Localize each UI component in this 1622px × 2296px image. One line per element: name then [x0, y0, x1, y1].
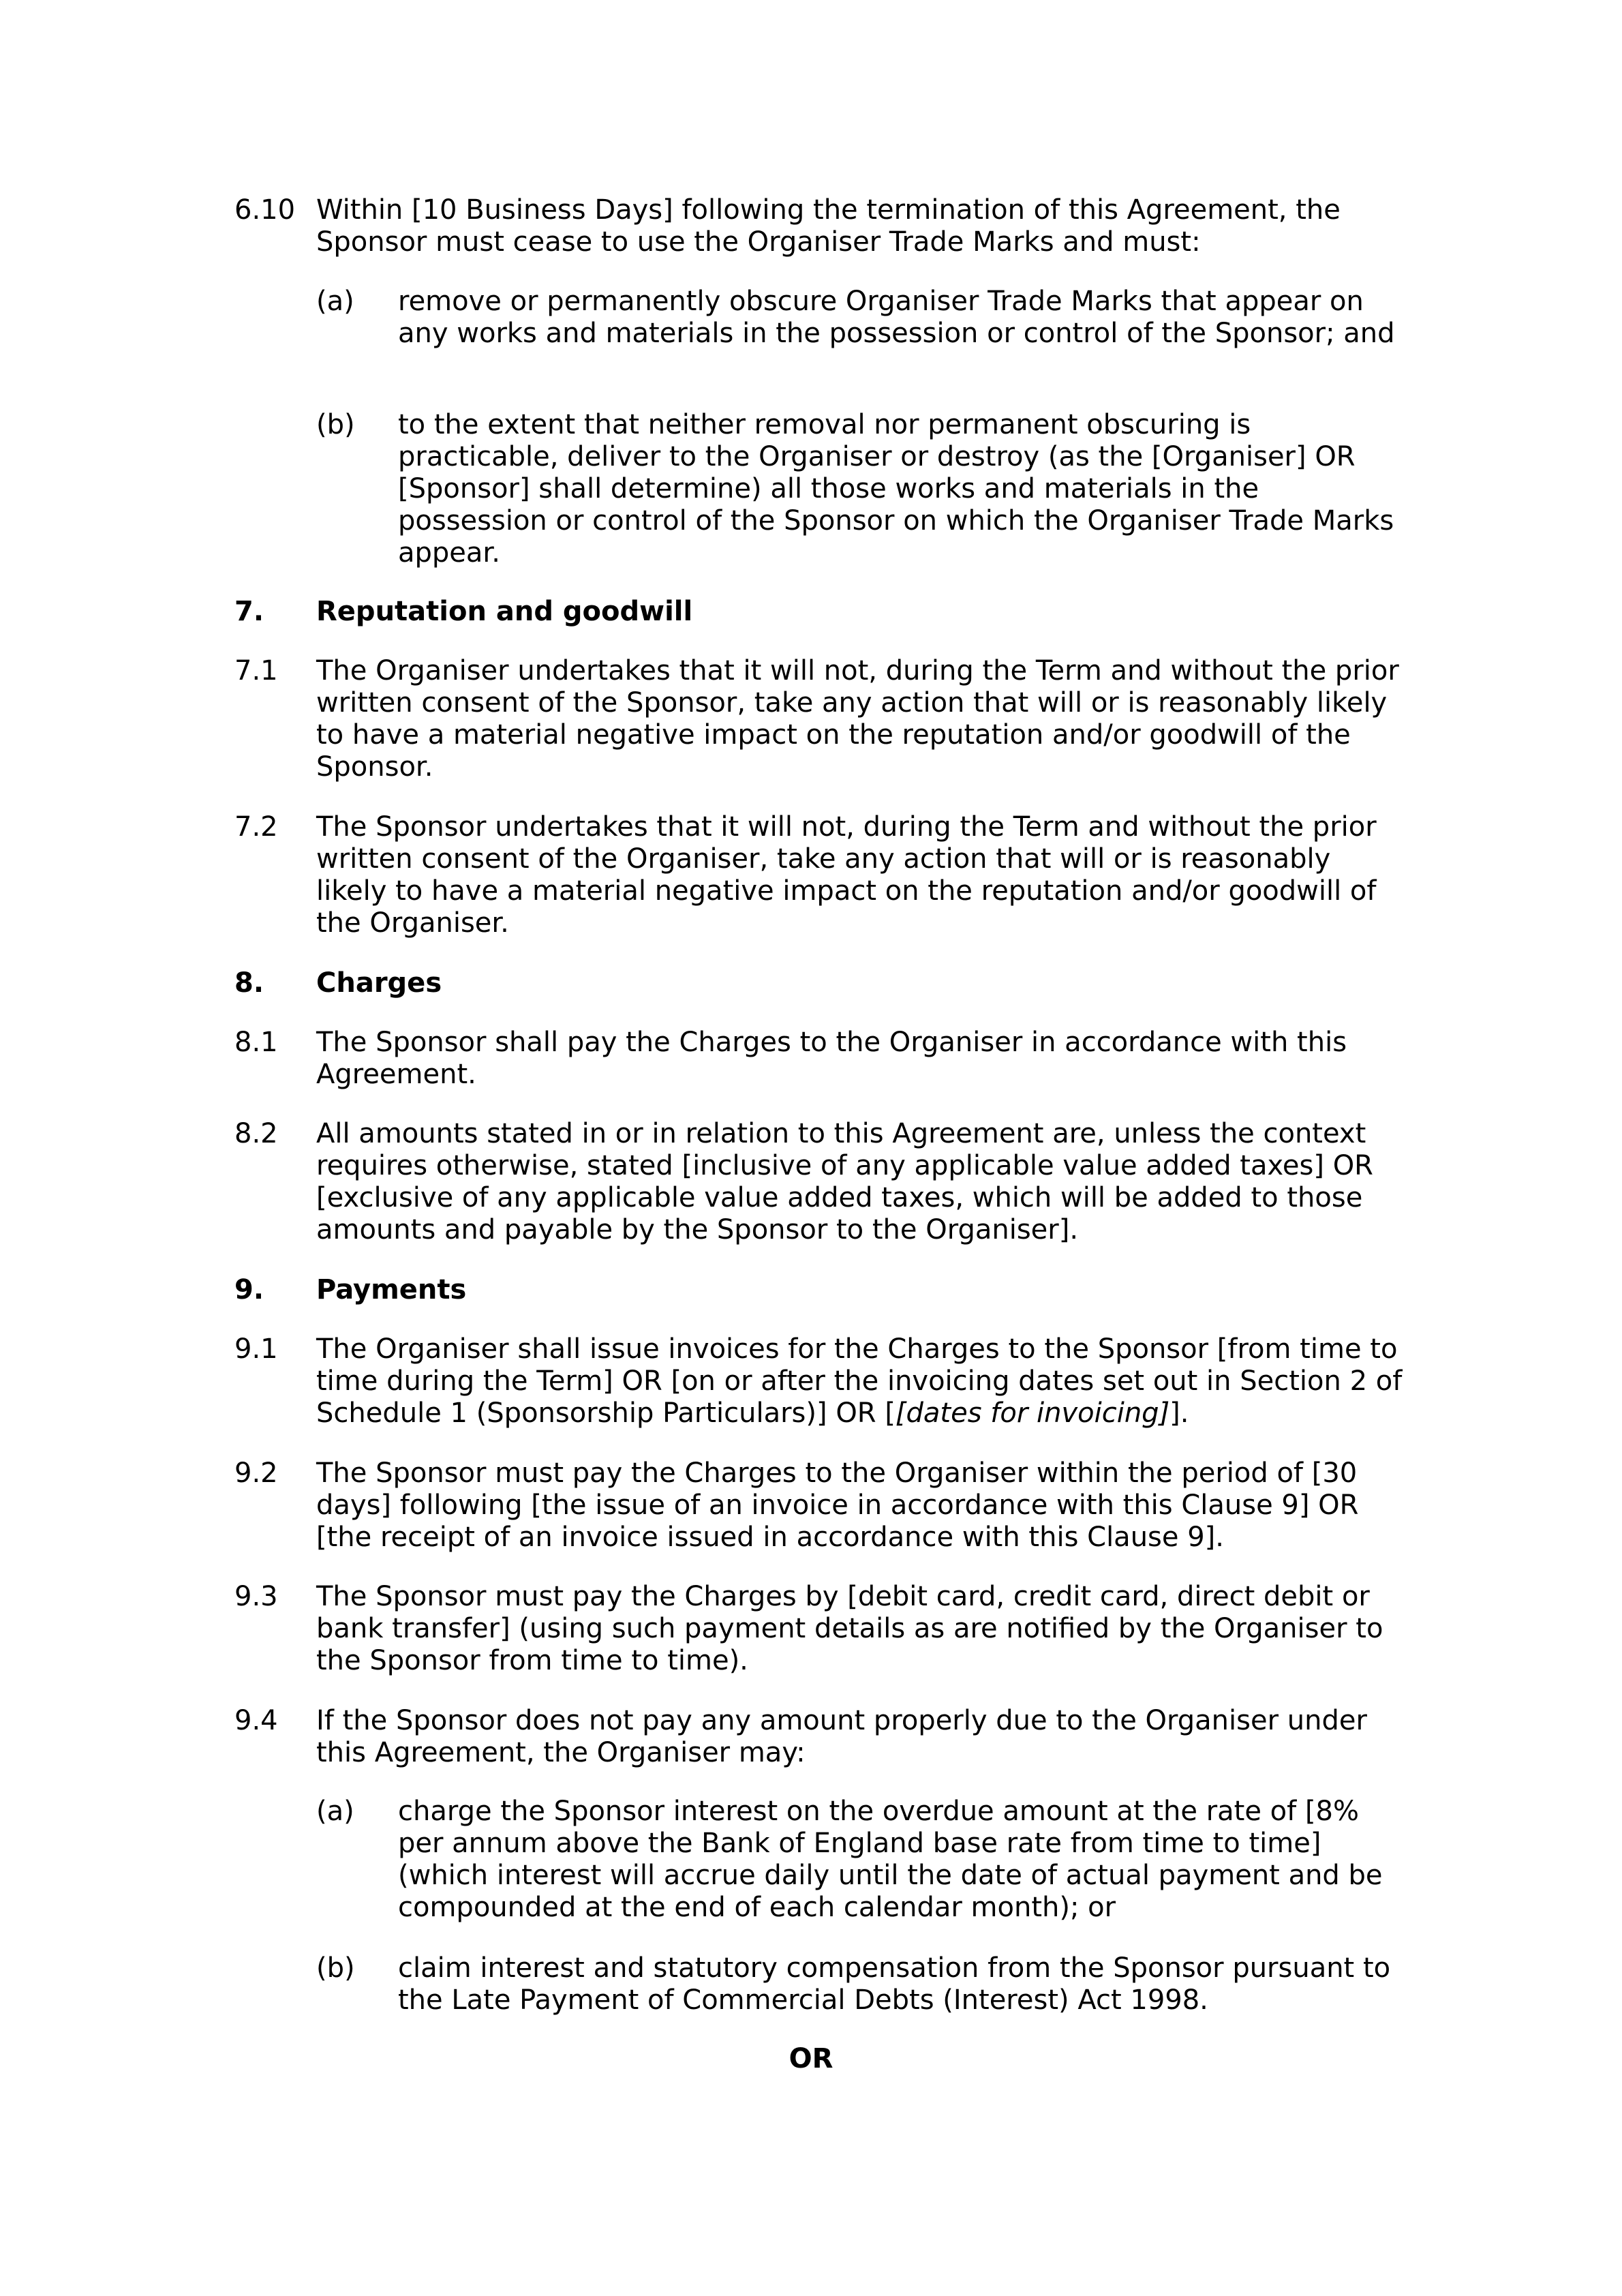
subclause-text: remove or permanently obscure Organiser Trade Marks that appear on any works and materials in the possession or control of the Sponsor; and	[398, 286, 1395, 349]
clause-8-1	[234, 1027, 1407, 1091]
clause-text: Within [10 Business Days] following the termination of this Agreement, the Sponsor must cease to use the Organiser Trade Marks and must:	[316, 194, 1341, 258]
clause-number: 9.4	[234, 1705, 278, 1736]
clause-text: The Sponsor must pay the Charges to the Organiser within the period of [30 days] following [the issue of an invoice in accordance with this Clause 9] OR [the receipt of an invoice issued in accordance with this Clause 9].	[316, 1457, 1359, 1553]
clause-text: The Organiser undertakes that it will not, during the Term and without the prior written consent of the Sponsor, take any action that will or is reasonably likely to have a material negative impact on the reputation and/or goodwill of the Sponsor.	[316, 655, 1399, 783]
clause-9-4-b	[316, 1952, 1407, 2016]
section-heading-8	[234, 967, 1407, 999]
section-title: Reputation and goodwill	[316, 596, 693, 627]
clause-6-10-a	[316, 286, 1407, 350]
clause-text: If the Sponsor does not pay any amount properly due to the Organiser under this Agreement, the Organiser may:	[316, 1705, 1367, 1768]
clause-9-3	[234, 1581, 1407, 1677]
clause-6-10	[234, 194, 1407, 258]
section-number: 9.	[234, 1274, 264, 1305]
clause-7-1	[234, 655, 1407, 783]
clause-9-2	[234, 1457, 1407, 1554]
section-title: Payments	[316, 1274, 467, 1305]
section-number: 8.	[234, 967, 264, 999]
section-title: Charges	[316, 967, 442, 999]
clause-text-part: ].	[1169, 1398, 1189, 1429]
clause-number: 8.1	[234, 1027, 278, 1058]
clause-number: 6.10	[234, 194, 296, 226]
subclause-label: (b)	[316, 409, 355, 440]
subclause-label: (a)	[316, 286, 354, 317]
clause-9-4	[234, 1705, 1407, 1769]
clause-6-10-b	[316, 409, 1407, 569]
subclause-label: (b)	[316, 1952, 355, 1984]
clause-number: 9.2	[234, 1457, 278, 1489]
section-heading-7	[234, 596, 1407, 628]
clause-number: 7.1	[234, 655, 278, 686]
clause-number: 9.1	[234, 1333, 278, 1365]
clause-7-2	[234, 811, 1407, 939]
subclause-label: (a)	[316, 1796, 354, 1827]
clause-text	[316, 1333, 1407, 1430]
subclause-text: claim interest and statutory compensation from the Sponsor pursuant to the Late Payment of Commercial Debts (Interest) Act 1998.	[398, 1952, 1391, 2016]
clause-number: 9.3	[234, 1581, 278, 1612]
alternative-or-label: OR	[789, 2043, 833, 2074]
clause-text: The Sponsor undertakes that it will not, during the Term and without the prior written consent of the Organiser, take any action that will or is reasonably likely to have a material negative impact on the reputation and/or goodwill of the Organiser.	[316, 811, 1377, 939]
section-number: 7.	[234, 596, 264, 627]
clause-text-part: The Organiser shall issue invoices for the Charges to the Sponsor [from time to time during the Term] OR [on or after the invoicing dates set out in Section 2 of Schedule 1 (Sponsorship Particulars)] OR [	[316, 1333, 1403, 1429]
clause-9-4-a	[316, 1796, 1407, 1924]
subclause-text: to the extent that neither removal nor permanent obscuring is practicable, deliver to the Organiser or destroy (as the [Organiser] OR [Sponsor] shall determine) all those works and materials in the possession or control of the Sponsor on which the Organiser Trade Marks appear.	[398, 409, 1394, 569]
clause-number: 8.2	[234, 1118, 278, 1149]
clause-number: 7.2	[234, 811, 278, 843]
clause-9-1	[234, 1333, 1407, 1430]
clause-text-italic: [dates for invoicing]	[895, 1398, 1170, 1429]
subclause-text: charge the Sponsor interest on the overdue amount at the rate of [8% per annum above the Bank of England base rate from time to time] (which interest will accrue daily until the date of actual payment and be compounded at the end of each calendar month); or	[398, 1796, 1383, 1923]
clause-text: The Sponsor must pay the Charges by [debit card, credit card, direct debit or bank transfer] (using such payment details as are notified by the Organiser to the Sponsor from time to time).	[316, 1581, 1383, 1676]
clause-text: The Sponsor shall pay the Charges to the Organiser in accordance with this Agreement.	[316, 1027, 1347, 1090]
section-heading-9	[234, 1274, 1407, 1306]
clause-8-2	[234, 1118, 1407, 1246]
clause-text: All amounts stated in or in relation to this Agreement are, unless the context requires otherwise, stated [inclusive of any applicable value added taxes] OR [exclusive of any applicable value added taxes, which will be added to those amounts and payable by the Sponsor to the Organiser].	[316, 1118, 1373, 1245]
